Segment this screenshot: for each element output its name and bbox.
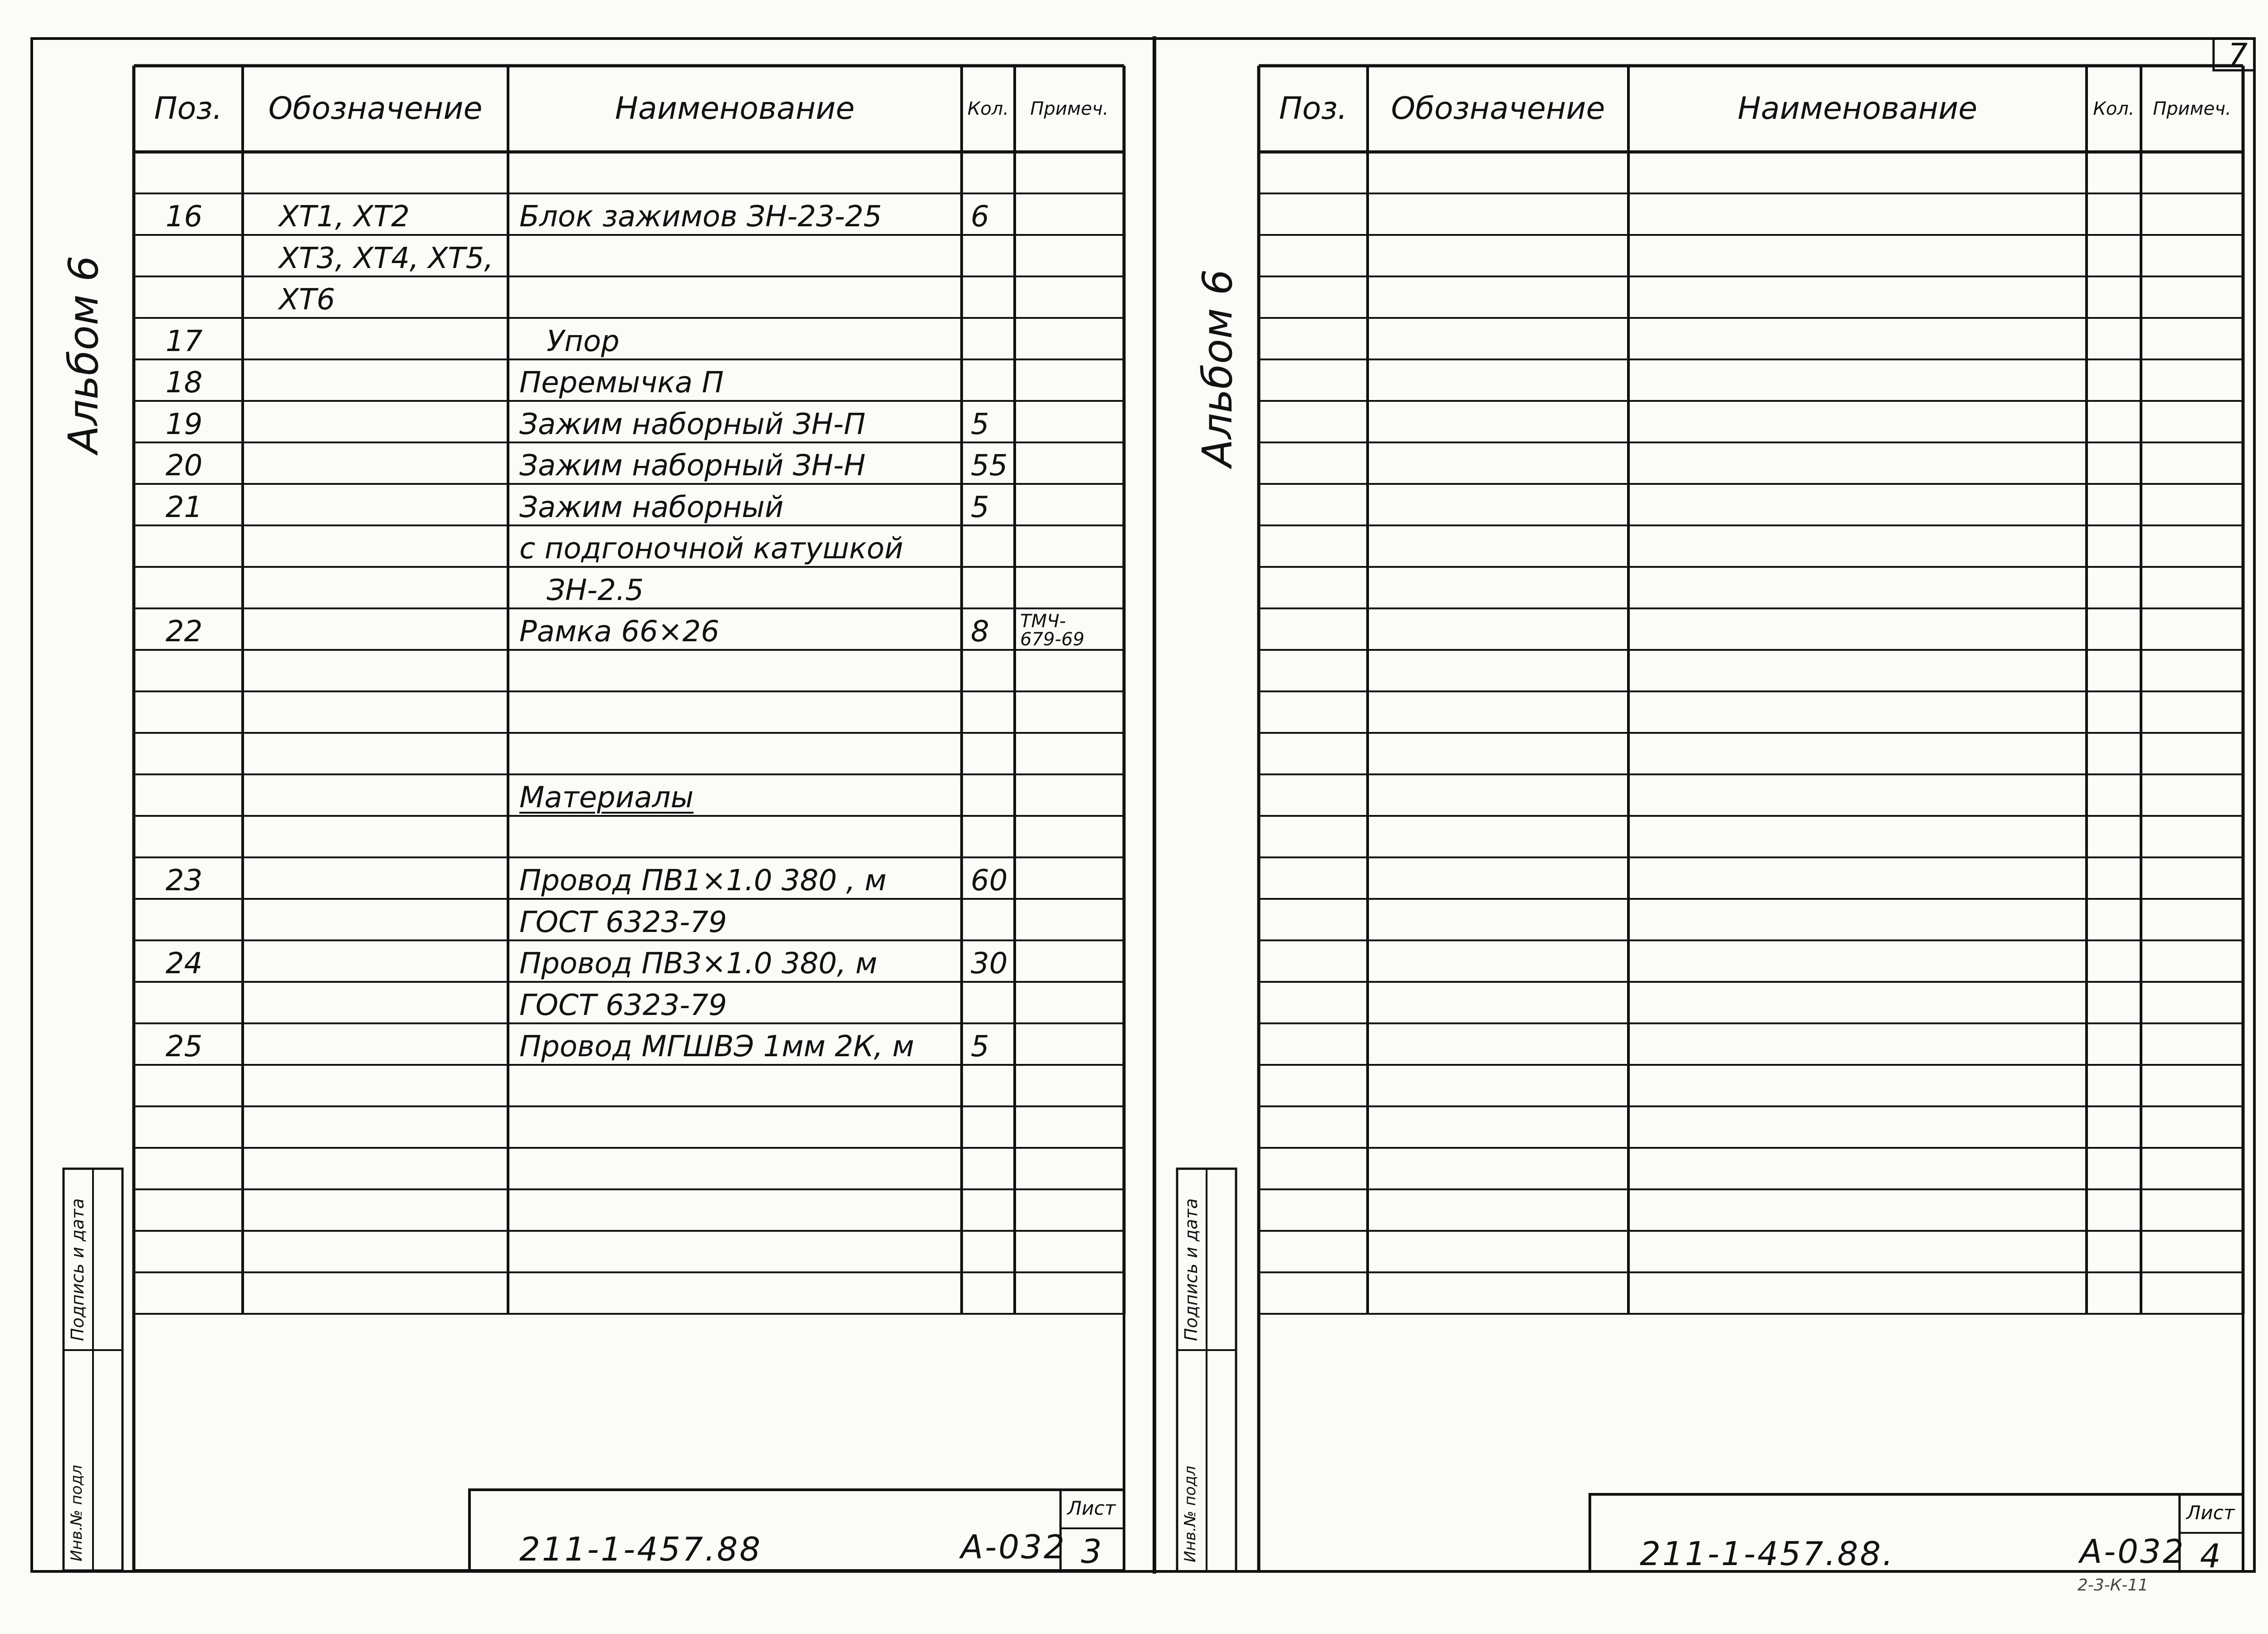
section-heading-materials: Материалы bbox=[519, 781, 694, 815]
row-position: 23 bbox=[166, 864, 203, 898]
row-quantity: 5 bbox=[971, 407, 989, 441]
row-position: 18 bbox=[166, 366, 203, 400]
row-position: 21 bbox=[166, 490, 203, 524]
header-pos: Поз. bbox=[154, 91, 223, 127]
sheet-number: 3 bbox=[1081, 1532, 1104, 1571]
row-position: 20 bbox=[166, 449, 203, 483]
doc-suffix: А-032 bbox=[961, 1528, 1066, 1566]
row-name: Провод ПВ3×1.0 380, м bbox=[519, 947, 877, 981]
row-position: 16 bbox=[166, 200, 203, 234]
row-name: Зажим наборный bbox=[519, 490, 784, 524]
doc-suffix: А-032 bbox=[2080, 1532, 2185, 1571]
row-quantity: 6 bbox=[971, 200, 989, 234]
row-designation: XT6 bbox=[279, 283, 335, 317]
side-label-inventory: Инв.№ подл bbox=[1181, 1466, 1199, 1562]
header-designation: Обозначение bbox=[1391, 91, 1605, 127]
row-quantity: 5 bbox=[971, 490, 989, 524]
row-position: 25 bbox=[166, 1030, 203, 1064]
side-label-signature: Подпись и дата bbox=[1181, 1198, 1201, 1341]
header-name: Наименование bbox=[1737, 91, 1978, 127]
sheet-label: Лист bbox=[2186, 1502, 2235, 1524]
row-name: ЗН-2.5 bbox=[547, 573, 644, 607]
right-sheet-frame bbox=[1154, 39, 2254, 1575]
row-name: Перемычка П bbox=[519, 366, 724, 400]
row-name: ГОСТ 6323-79 bbox=[519, 905, 727, 939]
row-quantity: 55 bbox=[971, 449, 1008, 483]
row-position: 19 bbox=[166, 407, 203, 441]
row-name: ГОСТ 6323-79 bbox=[519, 988, 727, 1022]
footer-mark: 2-3-К-11 bbox=[2077, 1576, 2149, 1595]
row-note: ТМЧ- 679-69 bbox=[1020, 610, 1085, 650]
row-name: Провод МГШВЭ 1мм 2К, м bbox=[519, 1030, 914, 1064]
header-designation: Обозначение bbox=[268, 91, 483, 127]
row-position: 22 bbox=[166, 615, 203, 649]
sheet-label: Лист bbox=[1067, 1497, 1116, 1519]
sheet-number: 4 bbox=[2200, 1537, 2223, 1575]
header-note: Примеч. bbox=[1030, 98, 1109, 119]
album-label: Альбом 6 bbox=[60, 255, 108, 454]
album-label: Альбом 6 bbox=[1194, 269, 1242, 467]
row-designation: XT3, XT4, XT5, bbox=[279, 241, 494, 275]
row-name: Рамка 66×26 bbox=[519, 615, 719, 649]
header-pos: Поз. bbox=[1279, 91, 1348, 127]
row-quantity: 60 bbox=[971, 864, 1008, 898]
header-name: Наименование bbox=[615, 91, 855, 127]
row-name: с подгоночной катушкой bbox=[519, 532, 904, 566]
row-quantity: 5 bbox=[971, 1030, 989, 1064]
header-note: Примеч. bbox=[2153, 98, 2231, 119]
header-qty: Кол. bbox=[967, 98, 1009, 119]
page-number: 7 bbox=[2228, 37, 2248, 73]
row-position: 24 bbox=[166, 947, 203, 981]
row-name: Упор bbox=[547, 324, 620, 358]
side-label-signature: Подпись и дата bbox=[68, 1198, 88, 1341]
row-position: 17 bbox=[166, 324, 203, 358]
row-quantity: 8 bbox=[971, 615, 989, 649]
row-name: Зажим наборный ЗН-Н bbox=[519, 449, 866, 483]
header-qty: Кол. bbox=[2093, 98, 2135, 119]
doc-code: 211-1-457.88 bbox=[519, 1530, 763, 1568]
row-designation: XT1, XT2 bbox=[279, 200, 410, 234]
row-name: Блок зажимов ЗН-23-25 bbox=[519, 200, 882, 234]
row-quantity: 30 bbox=[971, 947, 1008, 981]
row-name: Зажим наборный ЗН-П bbox=[519, 407, 866, 441]
doc-code: 211-1-457.88. bbox=[1640, 1535, 1895, 1573]
row-name: Провод ПВ1×1.0 380 , м bbox=[519, 864, 887, 898]
side-label-inventory: Инв.№ подл bbox=[68, 1465, 86, 1561]
